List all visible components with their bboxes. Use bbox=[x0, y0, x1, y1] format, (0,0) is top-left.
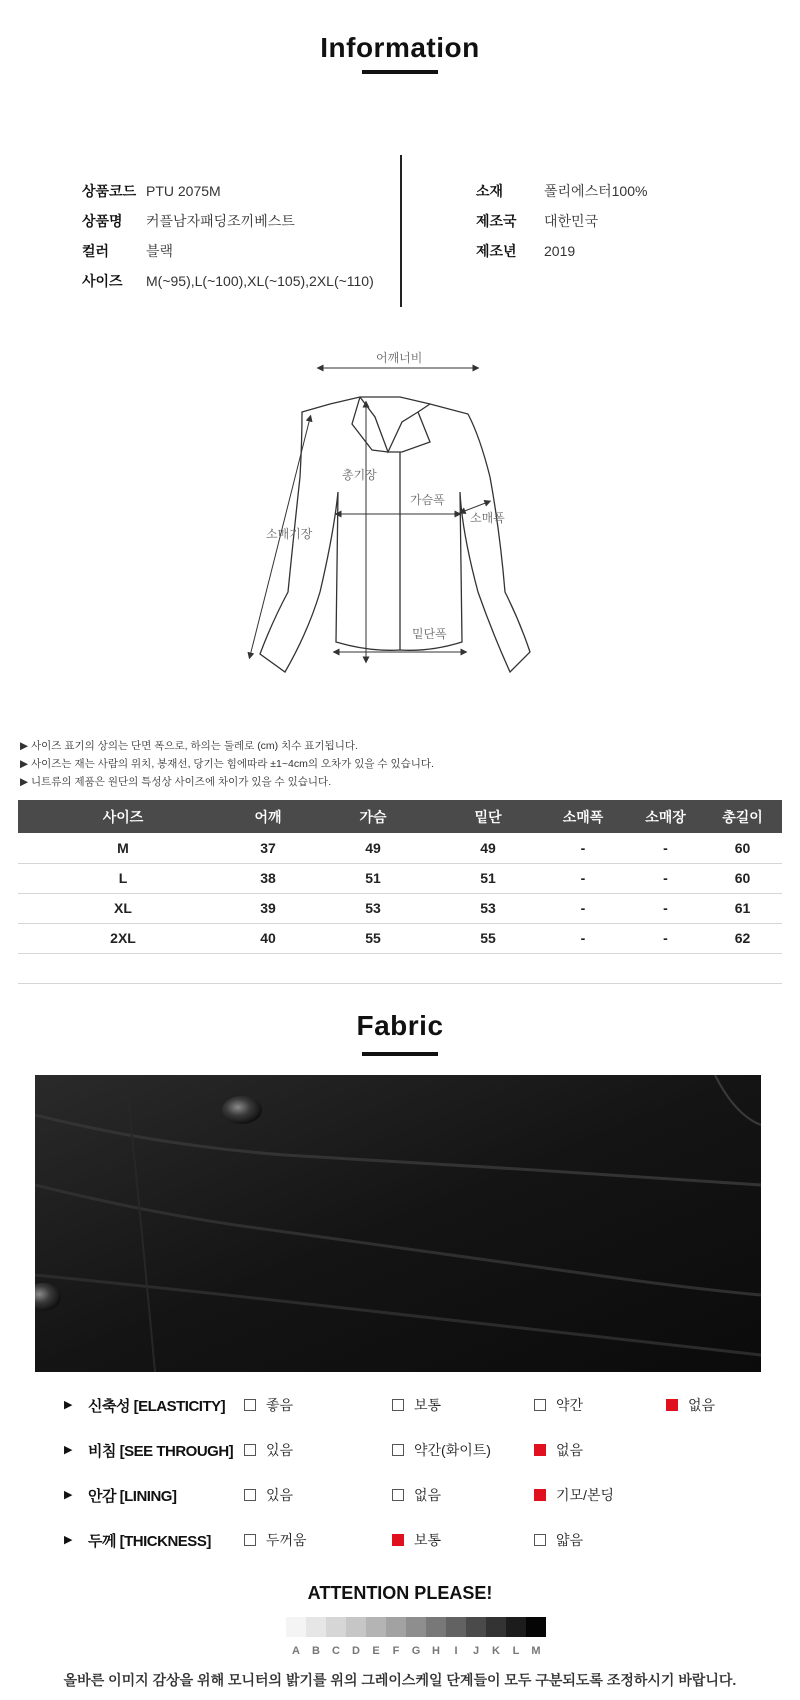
option-unchecked bbox=[244, 1485, 293, 1505]
info-row-code bbox=[82, 176, 374, 206]
checkbox-empty bbox=[244, 1444, 256, 1456]
table-cell: 37 bbox=[228, 833, 308, 863]
col-header: 가슴 bbox=[308, 800, 438, 833]
grayscale-letter: C bbox=[332, 1645, 340, 1657]
prop-label: 안감 [LINING] bbox=[88, 1488, 177, 1505]
info-key: 상품명 bbox=[82, 213, 123, 229]
grayscale-letter: A bbox=[292, 1645, 300, 1657]
table-cell: 60 bbox=[703, 863, 782, 893]
option-label: 약간 bbox=[556, 1397, 584, 1413]
table-cell: 55 bbox=[438, 923, 538, 953]
grayscale-swatch bbox=[426, 1617, 446, 1637]
info-row-name bbox=[82, 206, 374, 236]
size-notes bbox=[20, 737, 434, 791]
col-header: 사이즈 bbox=[18, 800, 228, 833]
shoulder-label: 어깨너비 bbox=[376, 351, 423, 365]
table-cell: - bbox=[538, 893, 628, 923]
info-key: 사이즈 bbox=[82, 273, 123, 289]
grayscale-letters bbox=[286, 1645, 546, 1657]
checkbox-empty bbox=[534, 1399, 546, 1411]
table-cell: M bbox=[18, 833, 228, 863]
table-cell: - bbox=[538, 863, 628, 893]
checkbox-empty bbox=[392, 1489, 404, 1501]
grayscale-letter: H bbox=[432, 1645, 440, 1657]
table-spacer-cell bbox=[18, 953, 782, 983]
grayscale-letter: G bbox=[411, 1645, 421, 1657]
total-length-label: 총기장 bbox=[342, 468, 377, 482]
grayscale-swatch bbox=[386, 1617, 406, 1637]
option-label: 없음 bbox=[556, 1442, 584, 1458]
grayscale-letter: J bbox=[472, 1645, 480, 1657]
grayscale-swatch bbox=[446, 1617, 466, 1637]
col-header: 소매장 bbox=[628, 800, 703, 833]
grayscale-swatch bbox=[366, 1617, 386, 1637]
checkbox-filled bbox=[666, 1399, 678, 1411]
prop-label: 두께 [THICKNESS] bbox=[88, 1533, 211, 1550]
option-label: 있음 bbox=[266, 1442, 294, 1458]
table-cell: 2XL bbox=[18, 923, 228, 953]
option-checked bbox=[534, 1440, 583, 1460]
table-cell: - bbox=[628, 833, 703, 863]
option-unchecked bbox=[392, 1440, 491, 1460]
col-header: 밑단 bbox=[438, 800, 538, 833]
info-value: PTU 2075M bbox=[146, 183, 221, 199]
checkbox-empty bbox=[244, 1399, 256, 1411]
option-unchecked bbox=[392, 1395, 441, 1415]
triangle-right-icon: ▶ bbox=[64, 1489, 73, 1501]
grayscale-letter: D bbox=[352, 1645, 360, 1657]
option-checked bbox=[392, 1530, 441, 1550]
option-label: 보통 bbox=[414, 1532, 442, 1548]
info-key: 제조년 bbox=[476, 243, 517, 259]
grayscale-swatch bbox=[466, 1617, 486, 1637]
checkbox-empty bbox=[392, 1444, 404, 1456]
attention-title: ATTENTION PLEASE! bbox=[307, 1583, 493, 1603]
option-unchecked bbox=[392, 1485, 441, 1505]
table-cell: 55 bbox=[308, 923, 438, 953]
grayscale-letter: F bbox=[392, 1645, 400, 1657]
option-label: 얇음 bbox=[556, 1532, 584, 1548]
info-value: 블랙 bbox=[146, 243, 174, 259]
product-info-left bbox=[82, 176, 374, 296]
prop-row-thickness bbox=[0, 1525, 800, 1555]
table-cell: 61 bbox=[703, 893, 782, 923]
col-header: 어깨 bbox=[228, 800, 308, 833]
prop-row-lining bbox=[0, 1480, 800, 1510]
option-label: 없음 bbox=[688, 1397, 716, 1413]
info-row-material bbox=[476, 176, 647, 206]
checkbox-empty bbox=[244, 1489, 256, 1501]
option-label: 두꺼움 bbox=[266, 1532, 307, 1548]
col-header: 총길이 bbox=[703, 800, 782, 833]
table-cell: 40 bbox=[228, 923, 308, 953]
option-unchecked bbox=[534, 1395, 583, 1415]
checkbox-empty bbox=[534, 1534, 546, 1546]
size-table bbox=[18, 800, 782, 984]
prop-label: 비침 [SEE THROUGH] bbox=[88, 1443, 234, 1460]
table-cell: 49 bbox=[308, 833, 438, 863]
prop-row-elasticity bbox=[0, 1390, 800, 1420]
option-label: 있음 bbox=[266, 1487, 294, 1503]
prop-label: 신축성 [ELASTICITY] bbox=[88, 1398, 226, 1415]
table-header-row bbox=[18, 800, 782, 833]
info-key: 소재 bbox=[476, 183, 504, 199]
checkbox-filled bbox=[534, 1444, 546, 1456]
table-cell: 60 bbox=[703, 833, 782, 863]
grayscale-strip bbox=[286, 1617, 546, 1637]
grayscale-swatch bbox=[526, 1617, 546, 1637]
checkbox-empty bbox=[392, 1399, 404, 1411]
checkbox-filled bbox=[392, 1534, 404, 1546]
triangle-right-icon: ▶ bbox=[64, 1534, 73, 1546]
grayscale-swatch bbox=[506, 1617, 526, 1637]
table-row bbox=[18, 863, 782, 893]
information-title: Information bbox=[320, 32, 480, 63]
table-cell: 62 bbox=[703, 923, 782, 953]
information-title-underline bbox=[362, 70, 438, 74]
note-line: ▶ 사이즈는 재는 사람의 위치, 봉재선, 당기는 힘에따라 ±1~4cm의 오차가 있을 수 있습니다. bbox=[20, 758, 434, 770]
option-unchecked bbox=[534, 1530, 583, 1550]
note-line: ▶ 니트류의 제품은 원단의 특성상 사이즈에 차이가 있을 수 있습니다. bbox=[20, 776, 332, 788]
checkbox-filled bbox=[534, 1489, 546, 1501]
grayscale-swatch bbox=[406, 1617, 426, 1637]
info-value: M(~95),L(~100),XL(~105),2XL(~110) bbox=[146, 273, 374, 289]
table-cell: 38 bbox=[228, 863, 308, 893]
checkbox-empty bbox=[244, 1534, 256, 1546]
table-cell: - bbox=[628, 863, 703, 893]
info-value: 2019 bbox=[544, 243, 576, 259]
info-row-size bbox=[82, 266, 374, 296]
info-value: 폴리에스터100% bbox=[544, 183, 648, 199]
option-label: 보통 bbox=[414, 1397, 442, 1413]
grayscale-swatch bbox=[486, 1617, 506, 1637]
table-cell: - bbox=[538, 833, 628, 863]
sleeve-length-label: 소매기장 bbox=[266, 527, 313, 541]
info-row-year bbox=[476, 236, 647, 266]
table-cell: 39 bbox=[228, 893, 308, 923]
info-value: 커플남자패딩조끼베스트 bbox=[146, 213, 295, 229]
option-label: 기모/본딩 bbox=[556, 1487, 614, 1503]
brightness-note: 올바른 이미지 감상을 위해 모니터의 밝기를 위의 그레이스케일 단계들이 모두 구분되도록 조정하시기 바랍니다. bbox=[63, 1672, 737, 1688]
grayscale-letter: L bbox=[512, 1645, 520, 1657]
triangle-right-icon: ▶ bbox=[64, 1444, 73, 1456]
grayscale-letter: M bbox=[531, 1645, 541, 1657]
table-cell: - bbox=[628, 893, 703, 923]
option-checked bbox=[666, 1395, 715, 1415]
grayscale-swatch bbox=[306, 1617, 326, 1637]
table-cell: XL bbox=[18, 893, 228, 923]
table-cell: 53 bbox=[308, 893, 438, 923]
table-row bbox=[18, 833, 782, 863]
prop-row-see-through bbox=[0, 1435, 800, 1465]
col-header: 소매폭 bbox=[538, 800, 628, 833]
info-key: 상품코드 bbox=[82, 183, 137, 199]
fabric-photo bbox=[35, 1075, 761, 1372]
info-value: 대한민국 bbox=[544, 213, 599, 229]
option-unchecked bbox=[244, 1440, 293, 1460]
info-divider bbox=[400, 155, 402, 307]
grayscale-letter: K bbox=[492, 1645, 500, 1657]
table-spacer-row bbox=[18, 953, 782, 983]
snap-button-top bbox=[222, 1096, 262, 1124]
table-cell: 51 bbox=[438, 863, 538, 893]
option-label: 좋음 bbox=[266, 1397, 294, 1413]
table-cell: 51 bbox=[308, 863, 438, 893]
chest-label: 가슴폭 bbox=[410, 493, 445, 507]
fabric-title-underline bbox=[362, 1052, 438, 1056]
grayscale-letter: E bbox=[372, 1645, 380, 1657]
option-unchecked bbox=[244, 1530, 307, 1550]
measurement-diagram bbox=[230, 342, 570, 682]
sleeve-width-label: 소매폭 bbox=[470, 511, 505, 525]
info-row-color bbox=[82, 236, 374, 266]
table-row bbox=[18, 923, 782, 953]
fabric-title: Fabric bbox=[356, 1010, 444, 1041]
info-row-country bbox=[476, 206, 647, 236]
grayscale-swatch bbox=[286, 1617, 306, 1637]
product-info-right bbox=[476, 176, 647, 266]
hem-label: 밑단폭 bbox=[412, 627, 447, 641]
triangle-right-icon: ▶ bbox=[64, 1399, 73, 1411]
info-key: 제조국 bbox=[476, 213, 517, 229]
table-row bbox=[18, 893, 782, 923]
grayscale-letter: I bbox=[454, 1645, 458, 1657]
grayscale-swatch bbox=[326, 1617, 346, 1637]
option-checked bbox=[534, 1485, 614, 1505]
table-cell: L bbox=[18, 863, 228, 893]
option-label: 없음 bbox=[414, 1487, 442, 1503]
grayscale-swatch bbox=[346, 1617, 366, 1637]
table-cell: - bbox=[538, 923, 628, 953]
info-key: 컬러 bbox=[82, 243, 110, 259]
option-label: 약간(화이트) bbox=[414, 1442, 491, 1458]
table-cell: 49 bbox=[438, 833, 538, 863]
grayscale-letter: B bbox=[312, 1645, 320, 1657]
table-cell: 53 bbox=[438, 893, 538, 923]
table-cell: - bbox=[628, 923, 703, 953]
note-line: ▶ 사이즈 표기의 상의는 단면 폭으로, 하의는 둘레로 (cm) 치수 표기됩니다. bbox=[20, 740, 358, 752]
option-unchecked bbox=[244, 1395, 293, 1415]
